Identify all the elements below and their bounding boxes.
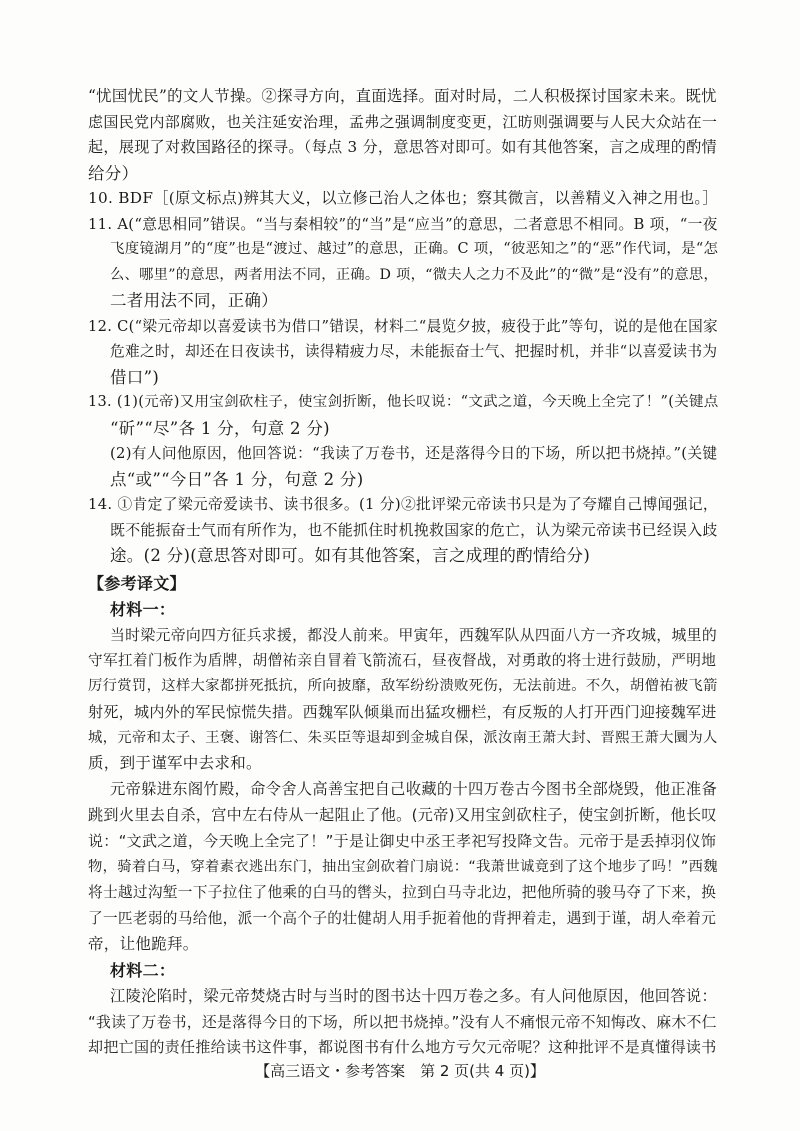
answer-11 — [88, 212, 720, 314]
material-two-body — [88, 984, 720, 1061]
answer-line: 危难之时，却还在日夜读书，读得精疲力尽，未能振奋士气、把握时机，并非“以喜爱读书为 — [110, 343, 718, 360]
answer-line: 二者用法不同，正确） — [110, 291, 278, 310]
answer-line: 借口”) — [110, 367, 160, 387]
translation-line: 射死，城内外的军民惊慌失措。西魏军队倾巢而出猛攻栅栏，有反叛的人打开西门迎接魏军进 — [88, 702, 717, 721]
answer-12 — [88, 314, 720, 391]
answer-14 — [88, 492, 720, 569]
material-one-heading: 材料一： — [110, 599, 176, 619]
answer-line: 12. C(“梁元帝却以喜爱读书为借口”错误，材料二“晨览夕披，疲役于此”等句，说的是他在国家 — [88, 317, 718, 335]
material-two-heading: 材料二： — [110, 960, 176, 980]
translation-line: 江陵沦陷时，梁元帝焚烧古时与当时的图书达十四万卷之多。有人问他原因，他回答说： — [110, 986, 718, 1005]
translation-line: 却把亡国的责任推给读书这件事，都说图书有什么地方亏欠元帝呢？这种批评不是真懂得读书 — [88, 1038, 717, 1057]
answer-13 — [88, 390, 720, 492]
intro-line: “忧国忧民”的文人节操。②探寻方向，直面选择。面对时局，二人积极探讨国家未来。既忧 — [88, 87, 717, 105]
answer-line: 么、哪里”的意思，两者用法不同，正确。D 项，“微夫人之力不及此”的“微”是“没有”的意思， — [110, 266, 719, 283]
answer-line: 14. ①肯定了梁元帝爱读书、读书很多。(1 分)②批评梁元帝读书只是为了夸耀自己博闻强记， — [88, 496, 718, 513]
reference-translation-heading: 【参考译文】 — [88, 573, 186, 593]
answer-10 — [88, 186, 720, 212]
translation-line: 元帝躲进东阁竹殿，命令舍人高善宝把自己收藏的十四万卷古今图书全部烧毁，他正准备 — [110, 780, 718, 799]
translation-line: 当时梁元帝向四方征兵求援，都没人前来。甲寅年，西魏军队从四面八方一齐攻城，城里的 — [110, 625, 717, 644]
answer-line: “斫”“尽”各 1 分，句意 2 分) — [110, 418, 330, 438]
answer-line: 10. BDF［(原文标点)辨其大义，以立修己治人之体也；察其微言，以善精义入神之用也。］ — [88, 189, 718, 207]
translation-line: 质，到于谨军中去求和。 — [88, 754, 262, 773]
answer-line: 点“或”“今日”各 1 分，句意 2 分) — [110, 469, 364, 489]
answer-line: 既不能振奋士气而有所作为，也不能抓住时机挽救国家的危亡，认为梁元帝读书已经误入歧 — [110, 520, 718, 539]
intro-line: 起，展现了对救国路径的探寻。（每点 3 分，意思答对即可。如有其他答案，言之成理的酌情 — [88, 138, 717, 156]
translation-line: 说：“文武之道，今天晚上全完了！”于是让御史中丞王孝祀写投降文告。元帝于是丢掉羽仪饰 — [88, 831, 717, 850]
page-content — [88, 84, 720, 1061]
intro-line: 虑国民党内部腐败，也关注延安治理，孟弗之强调制度变更，江昉则强调要与人民大众站在一 — [88, 112, 718, 131]
answer-line: (2)有人问他原因，他回答说：“我读了万卷书，还是落得今日的下场，所以把书烧掉。”(关键 — [110, 445, 718, 462]
material-one-body — [88, 623, 720, 958]
answer-line: 11. A(“意思相同”错误。“当与秦相较”的“当”是“应当”的意思，二者意思不相同。B 项，“一夜 — [88, 215, 718, 233]
translation-line: 帝，让他跪拜。 — [88, 935, 199, 954]
page-footer: 【高三语文・参考答案 第 2 页(共 4 页)】 — [255, 1062, 545, 1080]
translation-line: 将士越过沟堑一下子拉住了他乘的白马的辔头，拉到白马寺北边，把他所骑的骏马夺了下来，换 — [88, 884, 717, 902]
translation-line: 城，元帝和太子、王褒、谢答仁、朱买臣等退却到金城自保，派汝南王萧大封、晋熙王萧大圜为人 — [88, 729, 718, 746]
translation-line: 厉行赏罚，这样大家都拼死抵抗，所向披靡，敌军纷纷溃败死伤，无法前进。不久，胡僧祐被飞箭 — [88, 678, 718, 695]
answer-line: 13. (1)(元帝)又用宝剑砍柱子，使宝剑折断，他长叹说：“文武之道，今天晚上全完了！”(关键点 — [88, 394, 719, 410]
answer-line: 飞度镜湖月”的“度”也是“渡过、越过”的意思，正确。C 项，“彼恶知之”的“恶”作代词，是“怎 — [110, 241, 719, 257]
intro-line: 给分） — [88, 163, 139, 183]
translation-line: “我读了万卷书，还是落得今日的下场，所以把书烧掉。”没有人不痛恨元帝不知悔改、麻木不仁 — [88, 1013, 717, 1031]
translation-line: 了一匹老弱的马给他，派一个高个子的壮健胡人用手扼着他的背押着走，遇到于谨，胡人牵着元 — [88, 910, 717, 928]
translation-line: 跳到火里去自杀，宫中左右侍从一起阻止了他。(元帝)又用宝剑砍柱子，使宝剑折断，他长叹 — [88, 806, 717, 825]
translation-line: 守军扛着门板作为盾牌，胡僧祐亲自冒着飞箭流石，昼夜督战，对勇敢的将士进行鼓励，严明地 — [88, 652, 717, 670]
translation-line: 物，骑着白马，穿着素衣逃出东门，抽出宝剑砍着门扇说：“我萧世诚竟到了这个地步了吗！”西魏 — [88, 858, 718, 875]
answer-line: 途。(2 分)(意思答对即可。如有其他答案，言之成理的酌情给分) — [110, 546, 591, 565]
